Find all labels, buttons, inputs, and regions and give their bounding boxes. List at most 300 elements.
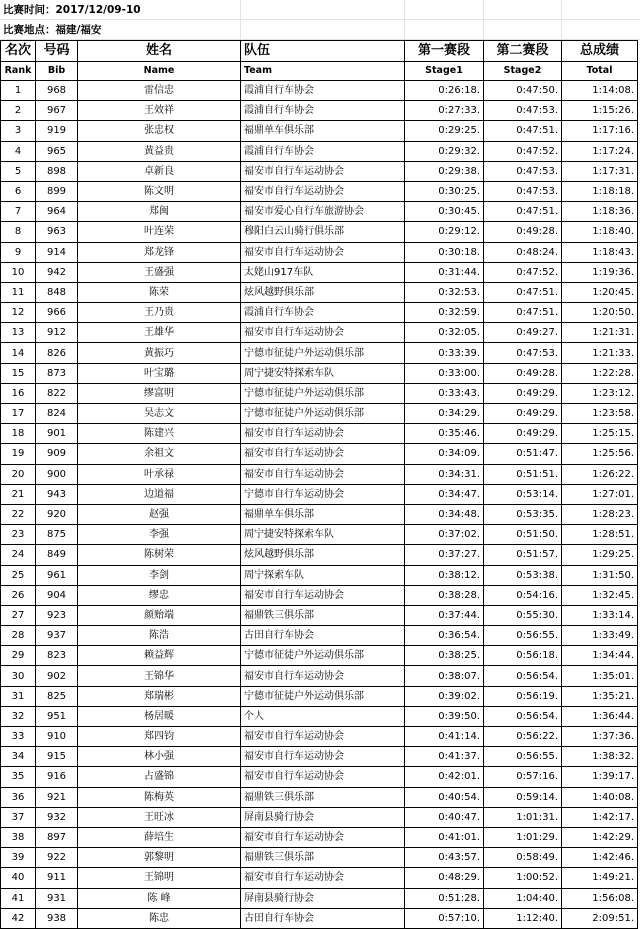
bib-cell: 898 <box>36 161 78 181</box>
stage2-cell: 0:56:55. <box>484 747 562 767</box>
table-row <box>1 504 638 524</box>
team-cell: 福鼎铁三俱乐部 <box>241 787 405 807</box>
table-row <box>1 646 638 666</box>
team-cell: 福安市自行车运动协会 <box>241 767 405 787</box>
total-cell: 1:35:01. <box>562 666 638 686</box>
rank-cell: 11 <box>1 282 36 302</box>
gridline <box>483 0 484 40</box>
rank-cell: 16 <box>1 383 36 403</box>
rank-cell: 19 <box>1 444 36 464</box>
bib-cell: 937 <box>36 626 78 646</box>
stage1-cell: 0:37:27. <box>405 545 484 565</box>
bib-cell: 914 <box>36 242 78 262</box>
stage2-cell: 0:56:55. <box>484 626 562 646</box>
stage2-cell: 0:51:50. <box>484 525 562 545</box>
stage1-cell: 0:36:54. <box>405 626 484 646</box>
team-cell: 穆阳白云山骑行俱乐部 <box>241 222 405 242</box>
stage1-cell: 0:42:01. <box>405 767 484 787</box>
col-name-header: 姓名 <box>78 41 241 62</box>
header-row-cn <box>1 41 638 62</box>
name-cell: 缪忠 <box>78 585 241 605</box>
col-stage2-header: 第二赛段 <box>484 41 562 62</box>
bib-cell: 932 <box>36 807 78 827</box>
bib-cell: 910 <box>36 727 78 747</box>
stage2-cell: 0:47:50. <box>484 81 562 101</box>
stage2-cell: 0:47:51. <box>484 202 562 222</box>
gridline <box>561 0 562 40</box>
name-cell: 黄振巧 <box>78 343 241 363</box>
bib-cell: 902 <box>36 666 78 686</box>
table-row <box>1 161 638 181</box>
rank-cell: 41 <box>1 888 36 908</box>
total-cell: 1:17:31. <box>562 161 638 181</box>
total-cell: 1:17:16. <box>562 121 638 141</box>
name-cell: 陈文明 <box>78 181 241 201</box>
stage1-cell: 0:32:53. <box>405 282 484 302</box>
team-cell: 周宁捷安特探索车队 <box>241 525 405 545</box>
total-cell: 1:15:26. <box>562 101 638 121</box>
stage1-cell: 0:39:50. <box>405 706 484 726</box>
bib-cell: 919 <box>36 121 78 141</box>
table-row <box>1 565 638 585</box>
rank-cell: 35 <box>1 767 36 787</box>
total-cell: 1:21:33. <box>562 343 638 363</box>
table-row <box>1 605 638 625</box>
stage1-cell: 0:57:10. <box>405 908 484 928</box>
stage1-cell: 0:30:45. <box>405 202 484 222</box>
rank-cell: 18 <box>1 424 36 444</box>
rank-cell: 31 <box>1 686 36 706</box>
header-row-en <box>1 62 638 81</box>
table-row <box>1 121 638 141</box>
col-total-header: 总成绩 <box>562 41 638 62</box>
col-rank-header: 名次 <box>1 41 36 62</box>
bib-cell: 966 <box>36 303 78 323</box>
stage2-cell: 0:55:30. <box>484 605 562 625</box>
total-cell: 1:29:25. <box>562 545 638 565</box>
total-cell: 1:32:45. <box>562 585 638 605</box>
stage1-cell: 0:32:59. <box>405 303 484 323</box>
team-cell: 福安市自行车运动协会 <box>241 666 405 686</box>
total-cell: 1:23:58. <box>562 404 638 424</box>
name-cell: 赖益辉 <box>78 646 241 666</box>
table-row <box>1 807 638 827</box>
name-cell: 陈荣 <box>78 282 241 302</box>
table-row <box>1 81 638 101</box>
stage1-cell: 0:34:47. <box>405 484 484 504</box>
stage1-cell: 0:31:44. <box>405 262 484 282</box>
team-cell: 福安市自行车运动协会 <box>241 727 405 747</box>
rank-cell: 25 <box>1 565 36 585</box>
team-cell: 屏南县骑行协会 <box>241 807 405 827</box>
total-cell: 1:35:21. <box>562 686 638 706</box>
stage1-cell: 0:29:38. <box>405 161 484 181</box>
total-cell: 2:09:51. <box>562 908 638 928</box>
rank-cell: 7 <box>1 202 36 222</box>
stage2-cell: 0:47:53. <box>484 101 562 121</box>
rank-cell: 3 <box>1 121 36 141</box>
stage2-cell: 0:56:54. <box>484 706 562 726</box>
table-row <box>1 424 638 444</box>
stage1-cell: 0:33:39. <box>405 343 484 363</box>
rank-cell: 9 <box>1 242 36 262</box>
table-row <box>1 545 638 565</box>
team-cell: 福安市自行车运动协会 <box>241 827 405 847</box>
table-row <box>1 383 638 403</box>
total-cell: 1:26:22. <box>562 464 638 484</box>
rank-cell: 22 <box>1 504 36 524</box>
rank-cell: 24 <box>1 545 36 565</box>
rank-cell: 17 <box>1 404 36 424</box>
bib-cell: 825 <box>36 686 78 706</box>
col-name-header-en: Name <box>78 62 241 81</box>
table-row <box>1 767 638 787</box>
stage2-cell: 0:53:38. <box>484 565 562 585</box>
rank-cell: 14 <box>1 343 36 363</box>
team-cell: 福安市爱心自行车旅游协会 <box>241 202 405 222</box>
team-cell: 福安市自行车运动协会 <box>241 323 405 343</box>
stage1-cell: 0:38:25. <box>405 646 484 666</box>
name-cell: 郭黎明 <box>78 848 241 868</box>
stage1-cell: 0:30:25. <box>405 181 484 201</box>
rank-cell: 42 <box>1 908 36 928</box>
bib-cell: 951 <box>36 706 78 726</box>
stage1-cell: 0:37:44. <box>405 605 484 625</box>
total-cell: 1:56:08. <box>562 888 638 908</box>
name-cell: 陈忠 <box>78 908 241 928</box>
stage2-cell: 0:48:24. <box>484 242 562 262</box>
name-cell: 王锦明 <box>78 868 241 888</box>
stage1-cell: 0:32:05. <box>405 323 484 343</box>
rank-cell: 2 <box>1 101 36 121</box>
total-cell: 1:18:36. <box>562 202 638 222</box>
stage1-cell: 0:38:12. <box>405 565 484 585</box>
rank-cell: 38 <box>1 827 36 847</box>
rank-cell: 26 <box>1 585 36 605</box>
name-cell: 王雄华 <box>78 323 241 343</box>
name-cell: 陈浩 <box>78 626 241 646</box>
team-cell: 周宁探索车队 <box>241 565 405 585</box>
stage1-cell: 0:34:48. <box>405 504 484 524</box>
name-cell: 王效祥 <box>78 101 241 121</box>
table-row <box>1 868 638 888</box>
gridline <box>240 0 241 40</box>
stage1-cell: 0:26:18. <box>405 81 484 101</box>
table-row <box>1 262 638 282</box>
name-cell: 杨居暖 <box>78 706 241 726</box>
rank-cell: 12 <box>1 303 36 323</box>
stage1-cell: 0:29:32. <box>405 141 484 161</box>
team-cell: 宁德市自行车运动协会 <box>241 484 405 504</box>
bib-cell: 826 <box>36 343 78 363</box>
stage1-cell: 0:33:00. <box>405 363 484 383</box>
bib-cell: 900 <box>36 464 78 484</box>
team-cell: 福安市自行车运动协会 <box>241 868 405 888</box>
bib-cell: 823 <box>36 646 78 666</box>
stage1-cell: 0:35:46. <box>405 424 484 444</box>
stage2-cell: 0:47:51. <box>484 303 562 323</box>
total-cell: 1:38:32. <box>562 747 638 767</box>
bib-cell: 921 <box>36 787 78 807</box>
stage2-cell: 0:47:51. <box>484 282 562 302</box>
team-cell: 福安市自行车运动协会 <box>241 585 405 605</box>
team-cell: 太姥山917车队 <box>241 262 405 282</box>
stage2-cell: 0:49:28. <box>484 363 562 383</box>
stage1-cell: 0:41:01. <box>405 827 484 847</box>
team-cell: 福安市自行车运动协会 <box>241 161 405 181</box>
table-row <box>1 666 638 686</box>
stage1-cell: 0:41:14. <box>405 727 484 747</box>
stage2-cell: 0:54:16. <box>484 585 562 605</box>
bib-cell: 901 <box>36 424 78 444</box>
total-cell: 1:18:18. <box>562 181 638 201</box>
total-cell: 1:21:31. <box>562 323 638 343</box>
total-cell: 1:40:08. <box>562 787 638 807</box>
stage2-cell: 0:56:19. <box>484 686 562 706</box>
team-cell: 福鼎单车俱乐部 <box>241 121 405 141</box>
rank-cell: 23 <box>1 525 36 545</box>
stage2-cell: 0:51:57. <box>484 545 562 565</box>
total-cell: 1:39:17. <box>562 767 638 787</box>
name-cell: 陈梅英 <box>78 787 241 807</box>
rank-cell: 32 <box>1 706 36 726</box>
name-cell: 叶连荣 <box>78 222 241 242</box>
team-cell: 炫风越野俱乐部 <box>241 545 405 565</box>
stage2-cell: 0:49:29. <box>484 424 562 444</box>
col-stage1-header: 第一赛段 <box>405 41 484 62</box>
rank-cell: 5 <box>1 161 36 181</box>
total-cell: 1:27:01. <box>562 484 638 504</box>
rank-cell: 37 <box>1 807 36 827</box>
rank-cell: 20 <box>1 464 36 484</box>
team-cell: 宁德市征徒户外运动俱乐部 <box>241 404 405 424</box>
stage1-cell: 0:38:28. <box>405 585 484 605</box>
team-cell: 宁德市征徒户外运动俱乐部 <box>241 343 405 363</box>
col-stage1-header-en: Stage1 <box>405 62 484 81</box>
rank-cell: 13 <box>1 323 36 343</box>
total-cell: 1:28:23. <box>562 504 638 524</box>
bib-cell: 916 <box>36 767 78 787</box>
bib-cell: 915 <box>36 747 78 767</box>
stage1-cell: 0:40:54. <box>405 787 484 807</box>
total-cell: 1:42:46. <box>562 848 638 868</box>
stage2-cell: 0:47:52. <box>484 262 562 282</box>
gridline <box>404 0 405 40</box>
table-row <box>1 222 638 242</box>
stage2-cell: 0:51:47. <box>484 444 562 464</box>
stage1-cell: 0:29:12. <box>405 222 484 242</box>
stage2-cell: 0:47:53. <box>484 161 562 181</box>
team-cell: 周宁捷安特探索车队 <box>241 363 405 383</box>
team-cell: 古田自行车协会 <box>241 908 405 928</box>
total-cell: 1:49:21. <box>562 868 638 888</box>
bib-cell: 875 <box>36 525 78 545</box>
stage2-cell: 0:47:52. <box>484 141 562 161</box>
name-cell: 薛培生 <box>78 827 241 847</box>
stage2-cell: 1:00:52. <box>484 868 562 888</box>
bib-cell: 904 <box>36 585 78 605</box>
bib-cell: 963 <box>36 222 78 242</box>
table-row <box>1 464 638 484</box>
team-cell: 霞浦自行车协会 <box>241 81 405 101</box>
stage1-cell: 0:34:29. <box>405 404 484 424</box>
table-row <box>1 444 638 464</box>
results-body <box>1 81 638 929</box>
table-row <box>1 888 638 908</box>
name-cell: 余祖文 <box>78 444 241 464</box>
table-row <box>1 706 638 726</box>
name-cell: 郑四钧 <box>78 727 241 747</box>
rank-cell: 30 <box>1 666 36 686</box>
table-row <box>1 101 638 121</box>
col-rank-header-en: Rank <box>1 62 36 81</box>
bib-cell: 967 <box>36 101 78 121</box>
table-row <box>1 141 638 161</box>
total-cell: 1:20:45. <box>562 282 638 302</box>
stage2-cell: 0:47:51. <box>484 121 562 141</box>
results-table <box>0 40 638 929</box>
stage1-cell: 0:48:29. <box>405 868 484 888</box>
bib-cell: 964 <box>36 202 78 222</box>
stage2-cell: 0:53:35. <box>484 504 562 524</box>
stage2-cell: 0:47:53. <box>484 343 562 363</box>
name-cell: 郑瑞彬 <box>78 686 241 706</box>
team-cell: 福鼎单车俱乐部 <box>241 504 405 524</box>
team-cell: 炫风越野俱乐部 <box>241 282 405 302</box>
bib-cell: 873 <box>36 363 78 383</box>
total-cell: 1:17:24. <box>562 141 638 161</box>
stage1-cell: 0:43:57. <box>405 848 484 868</box>
stage1-cell: 0:51:28. <box>405 888 484 908</box>
bib-cell: 897 <box>36 827 78 847</box>
stage1-cell: 0:38:07. <box>405 666 484 686</box>
name-cell: 林小强 <box>78 747 241 767</box>
stage1-cell: 0:41:37. <box>405 747 484 767</box>
total-cell: 1:25:15. <box>562 424 638 444</box>
bib-cell: 899 <box>36 181 78 201</box>
team-cell: 福安市自行车运动协会 <box>241 242 405 262</box>
team-cell: 福安市自行车运动协会 <box>241 464 405 484</box>
name-cell: 雷信忠 <box>78 81 241 101</box>
total-cell: 1:18:43. <box>562 242 638 262</box>
table-row <box>1 747 638 767</box>
stage2-cell: 0:49:29. <box>484 383 562 403</box>
rank-cell: 33 <box>1 727 36 747</box>
team-cell: 霞浦自行车协会 <box>241 101 405 121</box>
stage1-cell: 0:29:25. <box>405 121 484 141</box>
stage2-cell: 0:49:27. <box>484 323 562 343</box>
team-cell: 福安市自行车运动协会 <box>241 444 405 464</box>
team-cell: 福安市自行车运动协会 <box>241 424 405 444</box>
bib-cell: 965 <box>36 141 78 161</box>
team-cell: 古田自行车协会 <box>241 626 405 646</box>
total-cell: 1:34:44. <box>562 646 638 666</box>
stage1-cell: 0:34:09. <box>405 444 484 464</box>
col-bib-header-en: Bib <box>36 62 78 81</box>
stage1-cell: 0:27:33. <box>405 101 484 121</box>
table-row <box>1 181 638 201</box>
stage1-cell: 0:37:02. <box>405 525 484 545</box>
rank-cell: 39 <box>1 848 36 868</box>
name-cell: 吴志文 <box>78 404 241 424</box>
bib-cell: 849 <box>36 545 78 565</box>
rank-cell: 6 <box>1 181 36 201</box>
table-row <box>1 363 638 383</box>
team-cell: 个人 <box>241 706 405 726</box>
total-cell: 1:42:17. <box>562 807 638 827</box>
table-row <box>1 202 638 222</box>
team-cell: 霞浦自行车协会 <box>241 141 405 161</box>
table-row <box>1 323 638 343</box>
total-cell: 1:37:36. <box>562 727 638 747</box>
col-total-header-en: Total <box>562 62 638 81</box>
col-stage2-header-en: Stage2 <box>484 62 562 81</box>
rank-cell: 40 <box>1 868 36 888</box>
name-cell: 王乃贵 <box>78 303 241 323</box>
team-cell: 宁德市征徒户外运动俱乐部 <box>241 383 405 403</box>
team-cell: 福安市自行车运动协会 <box>241 747 405 767</box>
rank-cell: 34 <box>1 747 36 767</box>
table-row <box>1 585 638 605</box>
table-row <box>1 626 638 646</box>
name-cell: 叶承禄 <box>78 464 241 484</box>
table-row <box>1 303 638 323</box>
bib-cell: 942 <box>36 262 78 282</box>
total-cell: 1:42:29. <box>562 827 638 847</box>
name-cell: 王盛强 <box>78 262 241 282</box>
name-cell: 张忠权 <box>78 121 241 141</box>
stage2-cell: 0:47:53. <box>484 181 562 201</box>
rank-cell: 29 <box>1 646 36 666</box>
table-row <box>1 343 638 363</box>
stage2-cell: 1:04:40. <box>484 888 562 908</box>
stage2-cell: 1:01:31. <box>484 807 562 827</box>
stage2-cell: 0:58:49. <box>484 848 562 868</box>
table-row <box>1 242 638 262</box>
total-cell: 1:23:12. <box>562 383 638 403</box>
bib-cell: 920 <box>36 504 78 524</box>
col-bib-header: 号码 <box>36 41 78 62</box>
rank-cell: 1 <box>1 81 36 101</box>
race-place: 比赛地点：福建/福安 <box>3 24 102 36</box>
team-cell: 宁德市征徒户外运动俱乐部 <box>241 686 405 706</box>
name-cell: 李剑 <box>78 565 241 585</box>
rank-cell: 36 <box>1 787 36 807</box>
name-cell: 陈树荣 <box>78 545 241 565</box>
table-row <box>1 282 638 302</box>
rank-cell: 28 <box>1 626 36 646</box>
table-row <box>1 787 638 807</box>
name-cell: 叶宝璐 <box>78 363 241 383</box>
rank-cell: 27 <box>1 605 36 625</box>
race-time: 比赛时间：2017/12/09-10 <box>3 4 141 16</box>
team-cell: 屏南县骑行协会 <box>241 888 405 908</box>
name-cell: 边道福 <box>78 484 241 504</box>
name-cell: 颜贻端 <box>78 605 241 625</box>
name-cell: 黄益贵 <box>78 141 241 161</box>
team-cell: 福鼎铁三俱乐部 <box>241 848 405 868</box>
name-cell: 王旺冰 <box>78 807 241 827</box>
total-cell: 1:14:08. <box>562 81 638 101</box>
rank-cell: 10 <box>1 262 36 282</box>
table-row <box>1 727 638 747</box>
team-cell: 福鼎铁三俱乐部 <box>241 605 405 625</box>
stage1-cell: 0:30:18. <box>405 242 484 262</box>
name-cell: 卓新良 <box>78 161 241 181</box>
table-row <box>1 525 638 545</box>
rank-cell: 8 <box>1 222 36 242</box>
stage2-cell: 0:51:51. <box>484 464 562 484</box>
